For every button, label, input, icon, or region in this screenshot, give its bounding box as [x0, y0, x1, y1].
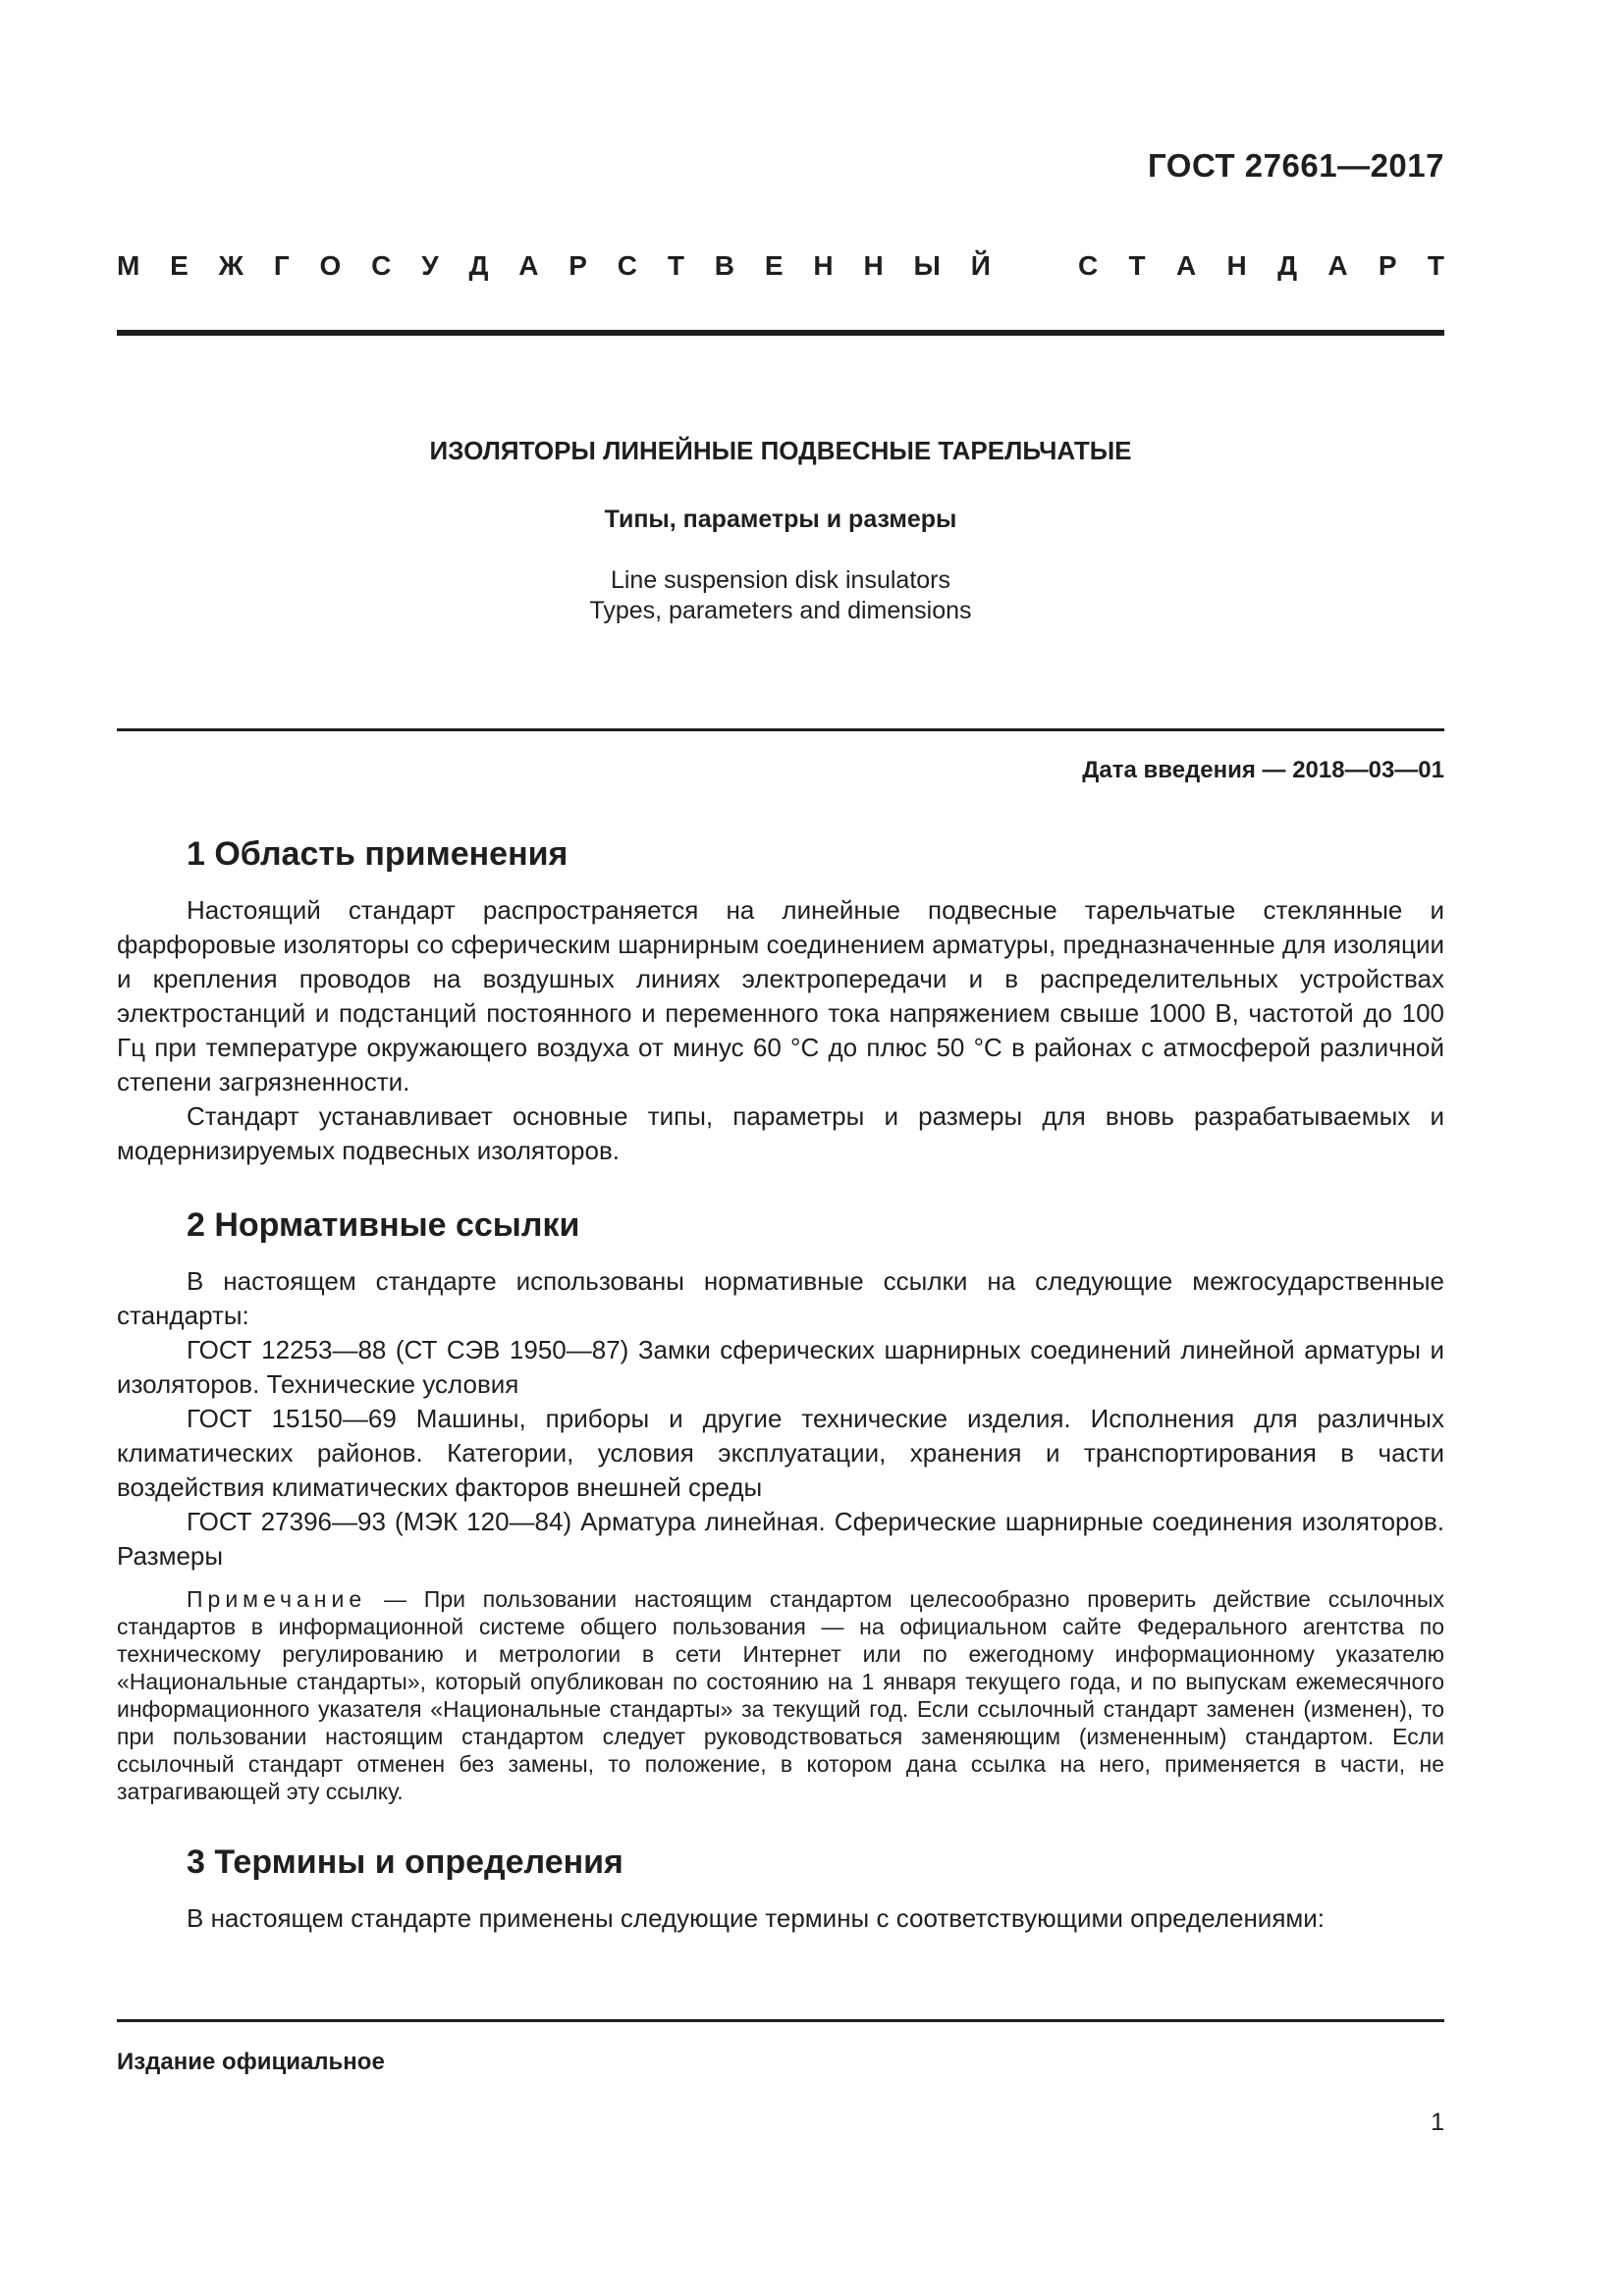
section-normative-references — [117, 1203, 1444, 1805]
banner-letter: А — [1175, 250, 1197, 281]
banner-letter: Д — [468, 250, 489, 281]
section-heading: 1 Область применения — [187, 835, 568, 873]
note — [117, 1585, 1444, 1805]
page-number: 1 — [1431, 2109, 1444, 2136]
banner-letter: У — [421, 250, 439, 281]
banner-letter: Р — [568, 250, 587, 281]
interstate-standard-banner — [117, 250, 1444, 282]
paragraph: Настоящий стандарт распространяется на линейные подвесные тарельчатые стеклянные и фарфоровые изоляторы со сферическим шарнирным соединением арматуры, предназначенные для изоляции и крепления проводов на воздушных линиях электропередачи и в распределительных устройствах электростанций и подстанций постоянного и переменного тока напряжением свыше 1000 В, частотой до 100 Гц при температуре окружающего воздуха от минус 60 °С до плюс 50 °С в районах с атмосферой различной степени загрязненности. — [117, 895, 1444, 1096]
section-terms — [117, 1841, 1444, 1936]
section-body — [117, 1264, 1444, 1805]
reference-item: ГОСТ 27396—93 (МЭК 120—84) Арматура линейная. Сферические шарнирные соединения изоляторов. Размеры — [117, 1507, 1444, 1571]
section-body — [117, 1901, 1444, 1936]
banner-letter: М — [117, 250, 140, 281]
note-label: Примечание — [187, 1586, 367, 1612]
banner-letter: Е — [170, 250, 189, 281]
section-body — [117, 893, 1444, 1168]
reference-item: ГОСТ 15150—69 Машины, приборы и другие технические изделия. Исполнения для различных климатических районов. Категории, условия эксплуатации, хранения и транспортирования в части воздействия климатических факторов внешней среды — [117, 1404, 1444, 1502]
title-divider — [117, 728, 1444, 731]
banner-letter: Т — [667, 250, 684, 281]
document-title: ИЗОЛЯТОРЫ ЛИНЕЙНЫЕ ПОДВЕСНЫЕ ТАРЕЛЬЧАТЫЕ — [429, 436, 1132, 465]
banner-letter: Р — [1378, 250, 1397, 281]
banner-letter: А — [1327, 250, 1348, 281]
standard-number: ГОСТ 27661—2017 — [1148, 147, 1444, 184]
section-heading: 2 Нормативные ссылки — [187, 1206, 580, 1244]
banner-letter: С — [1078, 250, 1099, 281]
banner-letter: Н — [863, 250, 884, 281]
banner-letter: Ж — [218, 250, 244, 281]
banner-letter: В — [714, 250, 735, 281]
section-scope — [117, 832, 1444, 1168]
banner-letter: Н — [1226, 250, 1247, 281]
document-subtitle: Типы, параметры и размеры — [604, 506, 957, 533]
document-body — [117, 832, 1444, 1936]
introduction-date: Дата введения — 2018—03—01 — [1082, 757, 1444, 783]
section-heading: 3 Термины и определения — [187, 1843, 623, 1881]
banner-letter: Н — [813, 250, 834, 281]
paragraph: В настоящем стандарте использованы нормативные ссылки на следующие межгосударственные стандарты: — [117, 1266, 1444, 1330]
footer-divider — [117, 2019, 1444, 2022]
banner-letter: Г — [273, 250, 290, 281]
banner-letter: С — [371, 250, 392, 281]
english-title-line: Line suspension disk insulators — [610, 566, 951, 594]
banner-letter: Т — [1427, 250, 1444, 281]
paragraph: Стандарт устанавливает основные типы, параметры и размеры для вновь разрабатываемых и модернизируемых подвесных изоляторов. — [117, 1101, 1444, 1165]
banner-letter: С — [617, 250, 638, 281]
note-text: — При пользовании настоящим стандартом целесообразно проверить действие ссылочных стандартов в информационной системе общего пользования — на официальном сайте Федерального агентства по техническому регулированию и метрологии в сети Интернет или по ежегодному информационному указателю «Национальные стандарты», который опубликован по состоянию на 1 января текущего года, и по выпускам ежемесячного информационного указателя «Национальные стандарты» за текущий год. Если ссылочный стандарт заменен (изменен), то при пользовании настоящим стандартом следует руководствоваться заменяющим (измененным) стандартом. Если ссылочный стандарт отменен без замены, то положение, в котором дана ссылка на него, применяется в части, не затрагивающей эту ссылку. — [117, 1586, 1444, 1804]
banner-letter: Т — [1128, 250, 1146, 281]
banner-letter: Й — [970, 250, 991, 281]
header-divider — [117, 330, 1444, 336]
official-edition-label: Издание официальное — [117, 2049, 385, 2075]
english-title-line: Types, parameters and dimensions — [589, 597, 972, 624]
banner-letter: Ы — [913, 250, 941, 281]
banner-word-standard — [1078, 250, 1444, 282]
banner-letter: Е — [764, 250, 784, 281]
banner-letter: Д — [1277, 250, 1298, 281]
banner-letter: А — [518, 250, 539, 281]
banner-word-interstate — [117, 250, 991, 282]
reference-item: ГОСТ 12253—88 (СТ СЭВ 1950—87) Замки сферических шарнирных соединений линейной арматуры и изоляторов. Технические условия — [117, 1335, 1444, 1399]
banner-letter: О — [319, 250, 342, 281]
paragraph: В настоящем стандарте применены следующие термины с соответствующими определениями: — [187, 1903, 1326, 1933]
english-title — [117, 565, 1444, 626]
